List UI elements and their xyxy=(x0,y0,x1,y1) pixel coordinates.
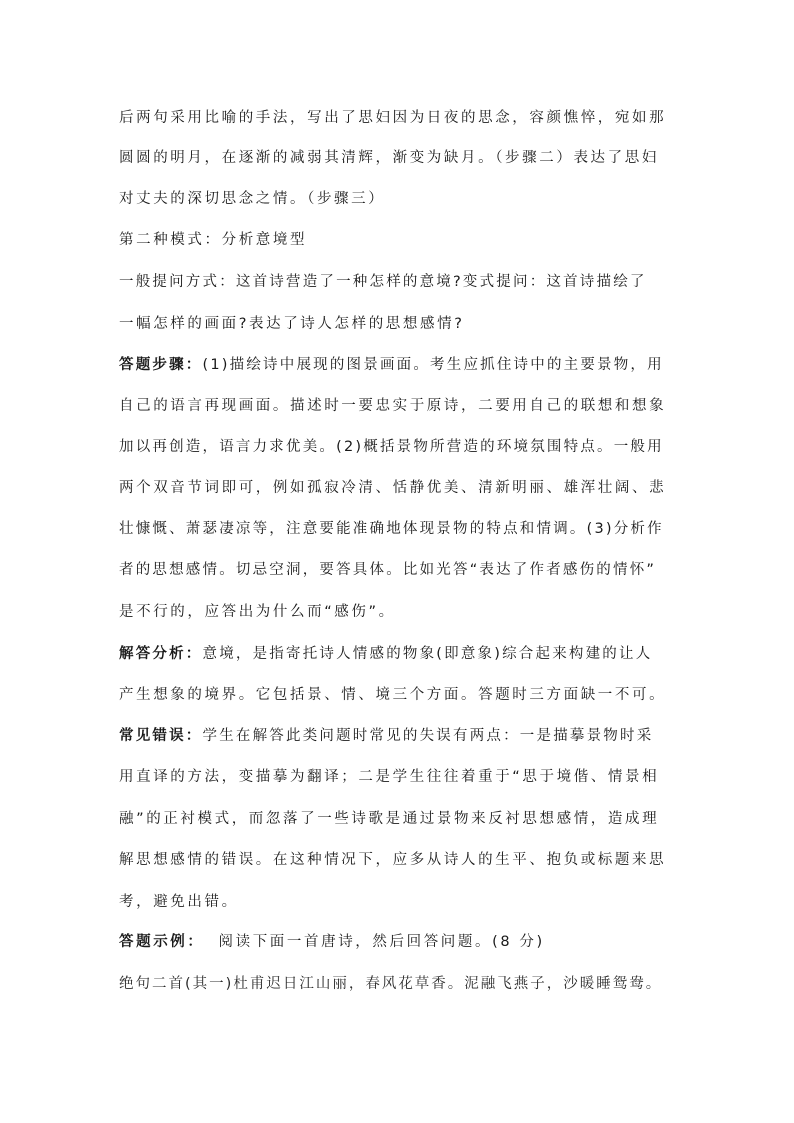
text-line-5: 一般提问方式：这首诗营造了一种怎样的意境?变式提问：这首诗描绘了 xyxy=(119,274,647,290)
text-line-9: 加以再创造，语言力求优美。(2)概括景物所营造的环境氛围特点。一般用 xyxy=(119,439,664,455)
text-line-8: 自己的语言再现画面。描述时一要忠实于原诗，二要用自己的联想和想象 xyxy=(119,398,667,414)
text-line-3: 对丈夫的深切思念之情。（步骤三） xyxy=(119,191,386,207)
answer-analysis-label: 解答分析： xyxy=(119,646,203,662)
answer-example-label: 答题示例： xyxy=(119,934,205,950)
text-line-2: 圆圆的明月，在逐渐的减弱其清辉，渐变为缺月。（步骤二）表达了思妇 xyxy=(119,150,659,166)
common-errors-paragraph: 常见错误：学生在解答此类问题时常见的失误有两点：一是描摹景物时采 xyxy=(119,728,654,744)
text-line-6: 一幅怎样的画面?表达了诗人怎样的思想感情? xyxy=(119,316,465,332)
answer-example-paragraph: 答题示例： 阅读下面一首唐诗，然后回答问题。(8 分) xyxy=(119,934,545,950)
text-line-17: 用直译的方法，变描摹为翻译；二是学生往往着重于“思于境偕、情景相 xyxy=(119,769,660,785)
text-line-11: 壮慷慨、萧瑟凄凉等，注意要能准确地体现景物的特点和情调。(3)分析作 xyxy=(119,521,664,537)
text-line-10: 两个双音节词即可，例如孤寂冷清、恬静优美、清新明丽、雄浑壮阔、悲 xyxy=(119,480,667,496)
poem-line: 绝句二首(其一)杜甫迟日江山丽，春风花草香。泥融飞燕子，沙暖睡鸳鸯。 xyxy=(119,976,663,992)
text-line-13: 是不行的，应答出为什么而“感伤”。 xyxy=(119,604,396,620)
text-line-1: 后两句采用比喻的手法，写出了思妇因为日夜的思念，容颜憔悴，宛如那 xyxy=(119,110,667,126)
text-line-15: 产生想象的境界。它包括景、情、境三个方面。答题时三方面缺一不可。 xyxy=(119,687,667,703)
answer-steps-label: 答题步骤： xyxy=(119,357,203,373)
text-line-18: 融”的正衬模式，而忽落了一些诗歌是通过景物来反衬思想感情，造成理 xyxy=(119,811,660,827)
text-line-19: 解思想感情的错误。在这种情况下，应多从诗人的生平、抱负或标题来思 xyxy=(119,852,667,868)
text-line-20: 考，避免出错。 xyxy=(119,894,239,910)
text-line-12: 者的思想感情。切忌空洞，要答具体。比如光答“表达了作者感伤的情怀” xyxy=(119,562,657,578)
common-errors-label: 常见错误： xyxy=(119,728,203,744)
section-heading-mode-two: 第二种模式：分析意境型 xyxy=(119,232,308,248)
answer-analysis-paragraph: 解答分析：意境，是指寄托诗人情感的物象(即意象)综合起来构建的让人 xyxy=(119,646,653,662)
answer-steps-paragraph: 答题步骤：(1)描绘诗中展现的图景画面。考生应抓住诗中的主要景物，用 xyxy=(119,357,664,373)
